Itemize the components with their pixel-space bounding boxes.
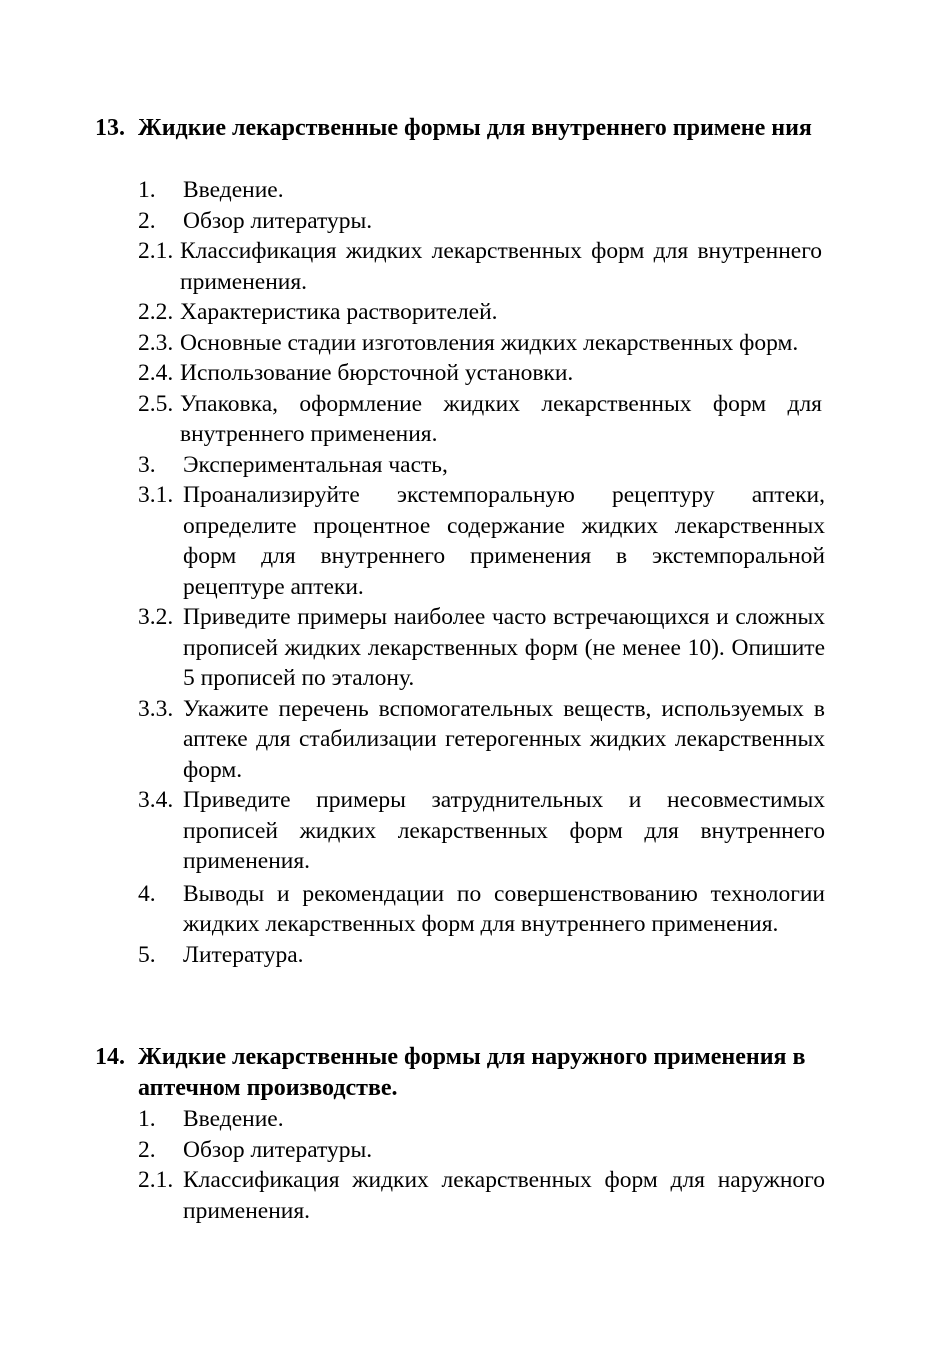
topic-number: 14. — [95, 1044, 125, 1070]
item-text: Введение. — [183, 1106, 284, 1132]
topic-outline — [0, 1104, 940, 1226]
list-item — [0, 358, 940, 389]
item-text: Приведите примеры затруднительных и несовместимых прописей жидких лекарственных форм для внутреннего применения. — [183, 787, 825, 874]
item-number: 1. — [138, 1106, 156, 1132]
item-number: 2.2. — [138, 299, 174, 325]
item-text: Использование бюрсточной установки. — [180, 360, 574, 386]
list-item — [0, 1135, 940, 1166]
list-item — [0, 175, 940, 206]
item-number: 5. — [138, 941, 156, 968]
list-item — [0, 694, 940, 786]
item-text: Основные стадии изготовления жидких лекарственных форм. — [180, 329, 799, 356]
list-item — [0, 328, 940, 359]
item-number: 2.5. — [138, 390, 174, 417]
item-text: Выводы и рекомендации по совершенствованию технологии жидких лекарственных форм для внутреннего применения. — [183, 880, 825, 937]
topic-outline — [0, 175, 940, 970]
item-number: 2. — [138, 1136, 156, 1163]
item-text: Экспериментальная часть, — [183, 451, 448, 478]
list-item — [0, 450, 940, 481]
item-number: 3.3. — [138, 695, 174, 722]
topic-title: Жидкие лекарственные формы для внутреннего примене ния — [138, 115, 812, 141]
item-text: Введение. — [183, 177, 284, 203]
topic-13 — [0, 113, 940, 970]
item-text: Проанализируйте экстемпоральную рецептуру аптеки, определите процентное содержание жидких лекарственных форм для внутреннего применения в экстемпоральной рецептуре аптеки. — [183, 482, 825, 600]
item-text: Классификация жидких лекарственных форм для внутреннего применения. — [180, 238, 822, 295]
list-item — [0, 602, 940, 694]
item-number: 3. — [138, 451, 156, 478]
item-number: 2.1. — [138, 1167, 174, 1193]
item-text: Приведите примеры наиболее часто встречающихся и сложных прописей жидких лекарственных форм (не менее 10). Опишите 5 прописей по эталону. — [183, 604, 825, 691]
list-item — [0, 785, 940, 877]
list-item — [0, 1104, 940, 1135]
item-text: Классификация жидких лекарственных форм для наружного применения. — [183, 1167, 825, 1224]
list-item — [0, 879, 940, 940]
topic-number: 13. — [95, 115, 125, 141]
item-number: 3.1. — [138, 482, 174, 508]
list-item — [0, 236, 940, 297]
item-number: 4. — [138, 880, 156, 907]
item-number: 2.1. — [138, 238, 174, 264]
list-item — [0, 206, 940, 237]
item-number: 2.3. — [138, 329, 174, 356]
topic-title: Жидкие лекарственные формы для наружного применения в аптечном производстве. — [138, 1044, 806, 1101]
list-item — [0, 389, 940, 450]
item-number: 1. — [138, 177, 156, 203]
topic-heading — [0, 113, 940, 175]
item-text: Укажите перечень вспомогательных веществ, используемых в аптеке для стабилизации гетерогенных жидких лекарственных форм. — [183, 695, 825, 783]
item-number: 2. — [138, 207, 156, 234]
list-item — [0, 297, 940, 328]
item-text: Обзор литературы. — [183, 1136, 373, 1163]
list-item — [0, 1165, 940, 1226]
item-number: 3.2. — [138, 604, 174, 630]
list-item — [0, 940, 940, 971]
item-text: Обзор литературы. — [183, 207, 373, 234]
topic-heading — [0, 1042, 940, 1104]
item-text: Характеристика растворителей. — [180, 299, 498, 325]
list-item — [0, 480, 940, 602]
item-text: Упаковка, оформление жидких лекарственных форм для внутреннего применения. — [180, 390, 822, 447]
item-number: 3.4. — [138, 787, 174, 813]
item-number: 2.4. — [138, 360, 174, 386]
item-text: Литература. — [183, 941, 304, 968]
topic-14 — [0, 1042, 940, 1226]
